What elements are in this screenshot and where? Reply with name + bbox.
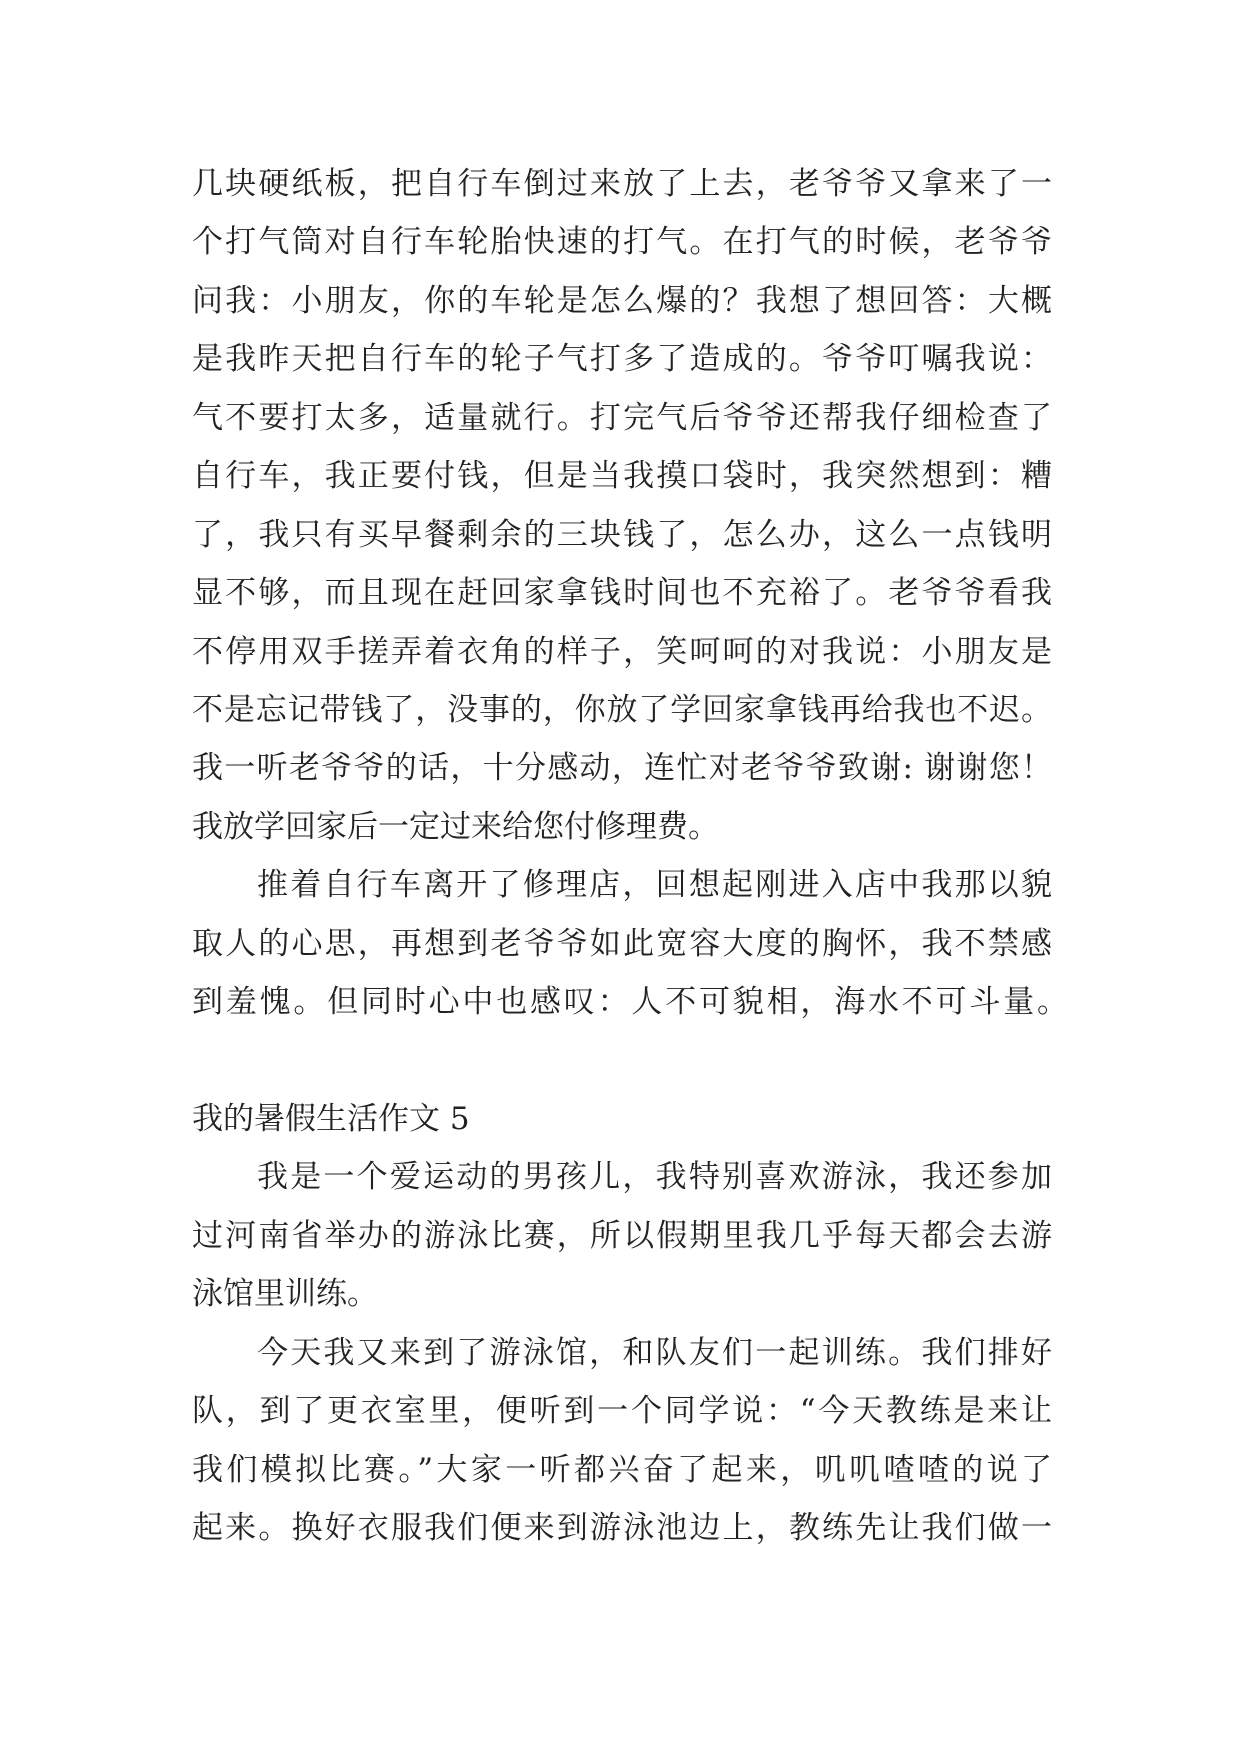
text-line: 我放学回家后一定过来给您付修理费。 [192,808,719,845]
text-line: 我是一个爱运动的男孩儿，我特别喜欢游泳，我还参加 [257,1159,1052,1196]
essay-title: 我的暑假生活作文 5 [192,1101,470,1137]
blank-line [192,1032,1052,1090]
text-line: 队，到了更衣室里，便听到一个同学说：“今天教练是来让 [192,1393,1052,1430]
text-line: 问我：小朋友，你的车轮是怎么爆的？我想了想回答：大概 [192,282,1052,319]
text-line: 显不够，而且现在赶回家拿钱时间也不充裕了。老爷爷看我 [192,575,1052,612]
paragraph-bicycle-repair [192,155,1052,856]
text-line: 是我昨天把自行车的轮子气打多了造成的。爷爷叮嘱我说： [192,341,1052,378]
text-line: 个打气筒对自行车轮胎快速的打气。在打气的时候，老爷爷 [192,224,1052,261]
text-line: 取人的心思，再想到老爷爷如此宽容大度的胸怀，我不禁感 [192,925,1052,962]
text-line: 了，我只有买早餐剩余的三块钱了，怎么办，这么一点钱明 [192,516,1052,553]
paragraph-reflection [192,856,1068,1031]
text-line: 泳馆里训练。 [192,1276,378,1313]
text-line: 过河南省举办的游泳比赛，所以假期里我几乎每天都会去游 [192,1217,1052,1254]
text-line: 气不要打太多，适量就行。打完气后爷爷还帮我仔细检查了 [192,399,1052,436]
document-body [192,155,1068,1558]
text-line: 今天我又来到了游泳馆，和队友们一起训练。我们排好 [257,1334,1052,1371]
paragraph-intro [192,1148,1052,1323]
text-line: 不停用双手搓弄着衣角的样子，笑呵呵的对我说：小朋友是 [192,633,1052,670]
text-line: 我们模拟比赛。”大家一听都兴奋了起来，叽叽喳喳的说了 [192,1451,1052,1488]
text-line: 推着自行车离开了修理店，回想起刚进入店中我那以貌 [257,867,1052,904]
text-line: 自行车，我正要付钱，但是当我摸口袋时，我突然想到：糟 [192,458,1052,495]
paragraph-swimming-practice [192,1324,1052,1558]
text-line: 几块硬纸板，把自行车倒过来放了上去，老爷爷又拿来了一 [192,166,1052,202]
text-line: 我一听老爷爷的话，十分感动，连忙对老爷爷致谢: 谢谢您！ [192,750,1052,787]
text-line: 不是忘记带钱了，没事的，你放了学回家拿钱再给我也不迟。 [192,691,1052,728]
text-line: 到羞愧。但同时心中也感叹：人不可貌相，海水不可斗量。 [192,984,1068,1021]
text-line: 起来。换好衣服我们便来到游泳池边上，教练先让我们做一 [192,1510,1052,1547]
